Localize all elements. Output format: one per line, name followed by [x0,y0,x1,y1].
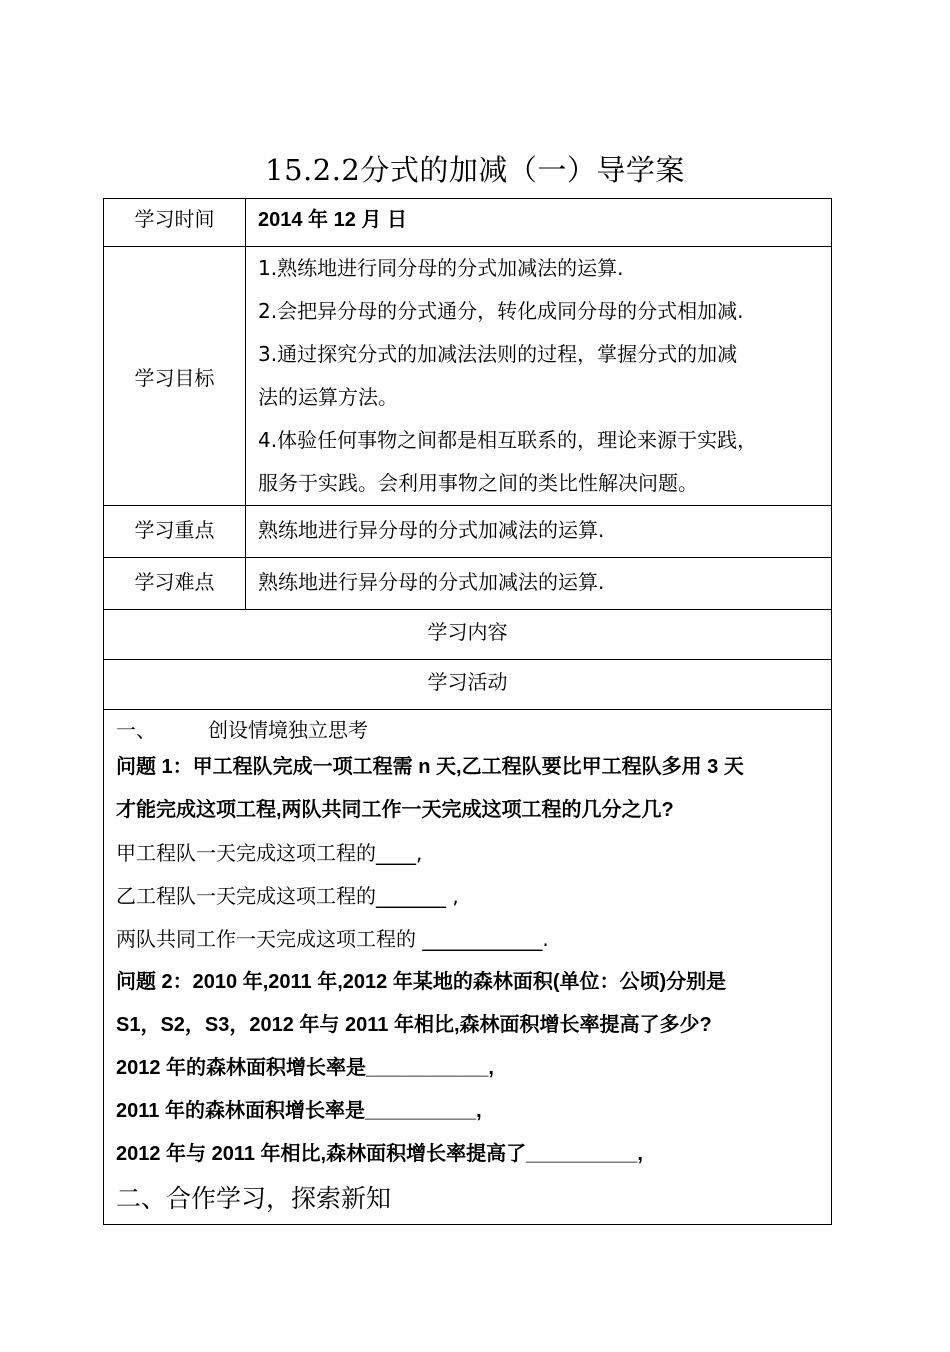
content-header: 学习内容 [104,610,832,660]
study-time-value: 2014 年 12 月 日 [246,199,832,247]
row-study-goals [104,247,832,506]
row-key-points [104,506,832,558]
goal-item: 1.熟练地进行同分母的分式加减法的运算. [258,256,624,280]
section-one-number: 一、 [116,718,156,742]
activity-body [104,710,832,1225]
question-one-blank: 乙工程队一天完成这项工程的_______ , [116,884,459,908]
row-difficulty [104,558,832,610]
study-goals-list [246,247,832,506]
question-two-line: S1，S2，S3，2012 年与 2011 年相比,森林面积增长率提高了多少? [116,1014,712,1036]
section-one-heading [116,714,831,746]
row-study-time [104,199,832,247]
study-time-label: 学习时间 [104,199,246,247]
section-two-heading: 二、合作学习，探索新知 [116,1184,392,1213]
question-two-blank: 2011 年的森林面积增长率是__________, [116,1100,482,1122]
study-goals-label: 学习目标 [104,247,246,506]
row-activity-body [104,710,832,1225]
goal-item: 2.会把异分母的分式通分，转化成同分母的分式相加减. [258,299,744,323]
difficulty-label: 学习难点 [104,558,246,610]
study-plan-table [103,198,832,1225]
row-content-header [104,610,832,660]
question-two-blank: 2012 年的森林面积增长率是___________, [116,1057,494,1079]
key-points-label: 学习重点 [104,506,246,558]
section-one-title: 创设情境独立思考 [208,718,368,742]
question-one-line: 才能完成这项工程,两队共同工作一天完成这项工程的几分之几? [116,799,674,821]
goal-item: 3.通过探究分式的加减法法则的过程，掌握分式的加减 [258,342,738,366]
question-two-line: 问题 2：2010 年,2011 年,2012 年某地的森林面积(单位：公顷)分别是 [116,971,727,993]
question-one-blank: 两队共同工作一天完成这项工程的 ____________. [116,927,549,951]
question-one-blank: 甲工程队一天完成这项工程的____, [116,841,423,865]
activity-header: 学习活动 [104,660,832,710]
goal-item: 服务于实践。会利用事物之间的类比性解决问题。 [258,471,698,495]
goal-item: 4.体验任何事物之间都是相互联系的，理论来源于实践， [258,428,758,452]
question-one-line: 问题 1：甲工程队完成一项工程需 n 天,乙工程队要比甲工程队多用 3 天 [116,756,744,778]
key-points-value: 熟练地进行异分母的分式加减法的运算. [246,506,832,558]
goal-item: 法的运算方法。 [258,385,398,409]
page-title: 15.2.2分式的加减（一）导学案 [265,153,685,187]
difficulty-value: 熟练地进行异分母的分式加减法的运算. [246,558,832,610]
question-two-blank: 2012 年与 2011 年相比,森林面积增长率提高了__________, [116,1143,643,1165]
row-activity-header [104,660,832,710]
